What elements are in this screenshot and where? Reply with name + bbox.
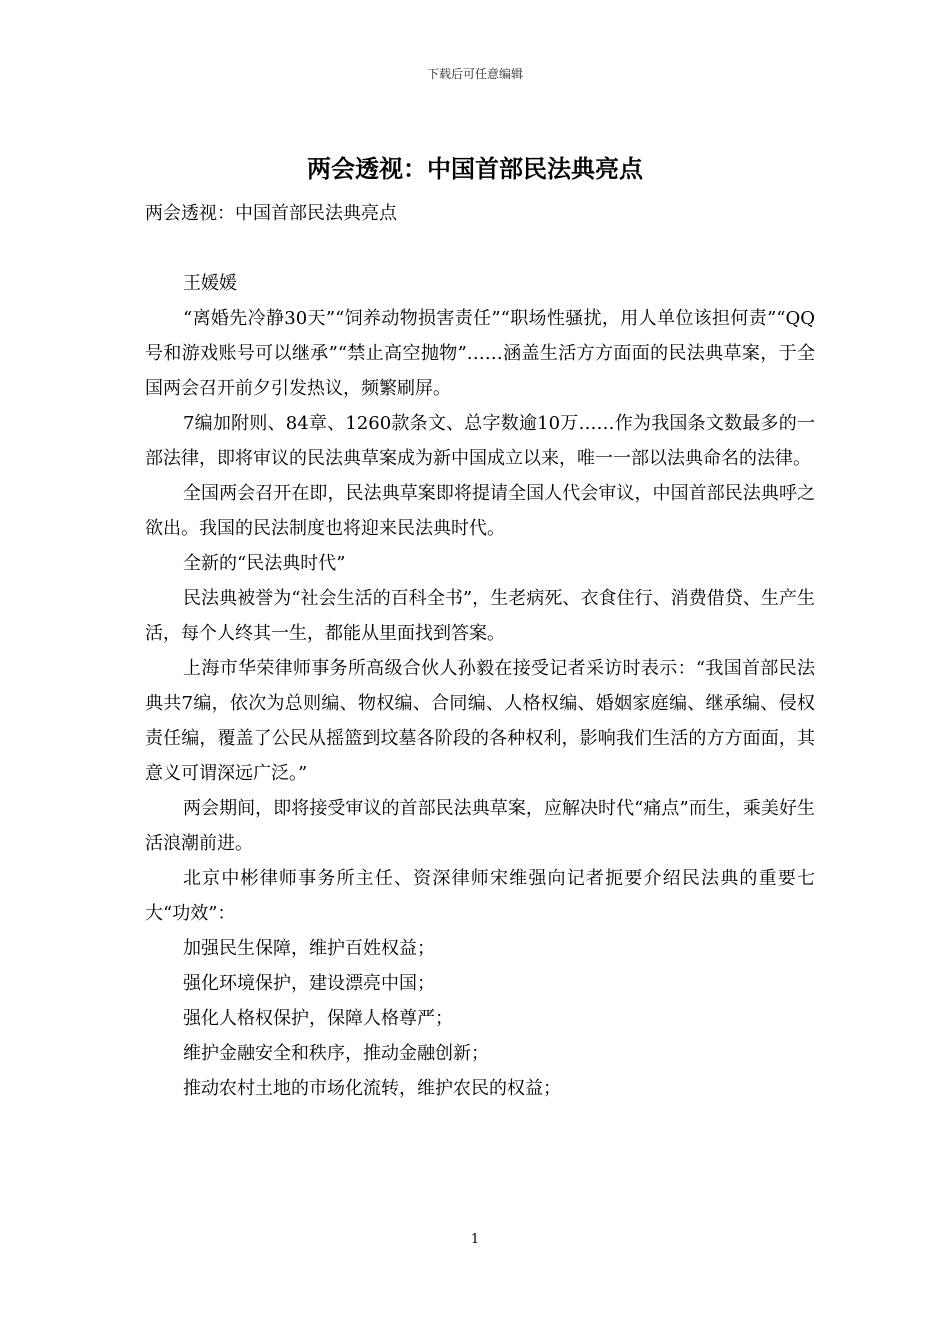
- list-item: 加强民生保障，维护百姓权益；: [183, 938, 435, 959]
- list-item: 强化环境保护，建设漂亮中国；: [183, 973, 435, 994]
- body-paragraph: 民法典被誉为“社会生活的百科全书”，生老病死、衣食住行、消费借贷、生产生活，每个人终其一生，都能从里面找到答案。: [145, 588, 815, 644]
- body-paragraph: 北京中彬律师事务所主任、资深律师宋维强向记者扼要介绍民法典的重要七大“功效”：: [145, 868, 815, 924]
- author-line: 王媛媛: [183, 273, 237, 294]
- body-paragraph: 全国两会召开在即，民法典草案即将提请全国人代会审议，中国首部民法典呼之欲出。我国的民法制度也将迎来民法典时代。: [145, 483, 815, 539]
- document-title: 两会透视：中国首部民法典亮点: [307, 155, 643, 183]
- list-item: 维护金融安全和秩序，推动金融创新；: [183, 1043, 489, 1064]
- list-item: 推动农村土地的市场化流转，维护农民的权益；: [183, 1078, 561, 1099]
- subtitle-paragraph: 两会透视：中国首部民法典亮点: [145, 203, 397, 224]
- body-paragraph: 7编加附则、84章、1260款条文、总字数逾10万……作为我国条文数最多的一部法律，即将审议的民法典草案成为新中国成立以来，唯一一部以法典命名的法律。: [145, 413, 815, 469]
- list-item: 强化人格权保护，保障人格尊严；: [183, 1008, 453, 1029]
- body-paragraph: “离婚先冷静30天”“饲养动物损害责任”“职场性骚扰，用人单位该担何责”“QQ号和游戏账号可以继承”“禁止高空抛物”……涵盖生活方方面面的民法典草案，于全国两会召开前夕引发热议，频繁刷屏。: [145, 308, 815, 399]
- body-paragraph: 两会期间，即将接受审议的首部民法典草案，应解决时代“痛点”而生，乘美好生活浪潮前进。: [145, 798, 815, 854]
- page-number: 1: [470, 1232, 480, 1247]
- page-header-note: 下载后可任意编辑: [426, 67, 523, 81]
- body-paragraph: 上海市华荣律师事务所高级合伙人孙毅在接受记者采访时表示：“我国首部民法典共7编，依次为总则编、物权编、合同编、人格权编、婚姻家庭编、继承编、侵权责任编，覆盖了公民从摇篮到坟墓各阶段的各种权利，影响我们生活的方方面面，其意义可谓深远广泛。”: [145, 658, 815, 784]
- section-heading: 全新的“民法典时代”: [183, 553, 346, 574]
- document-body: [145, 196, 815, 1106]
